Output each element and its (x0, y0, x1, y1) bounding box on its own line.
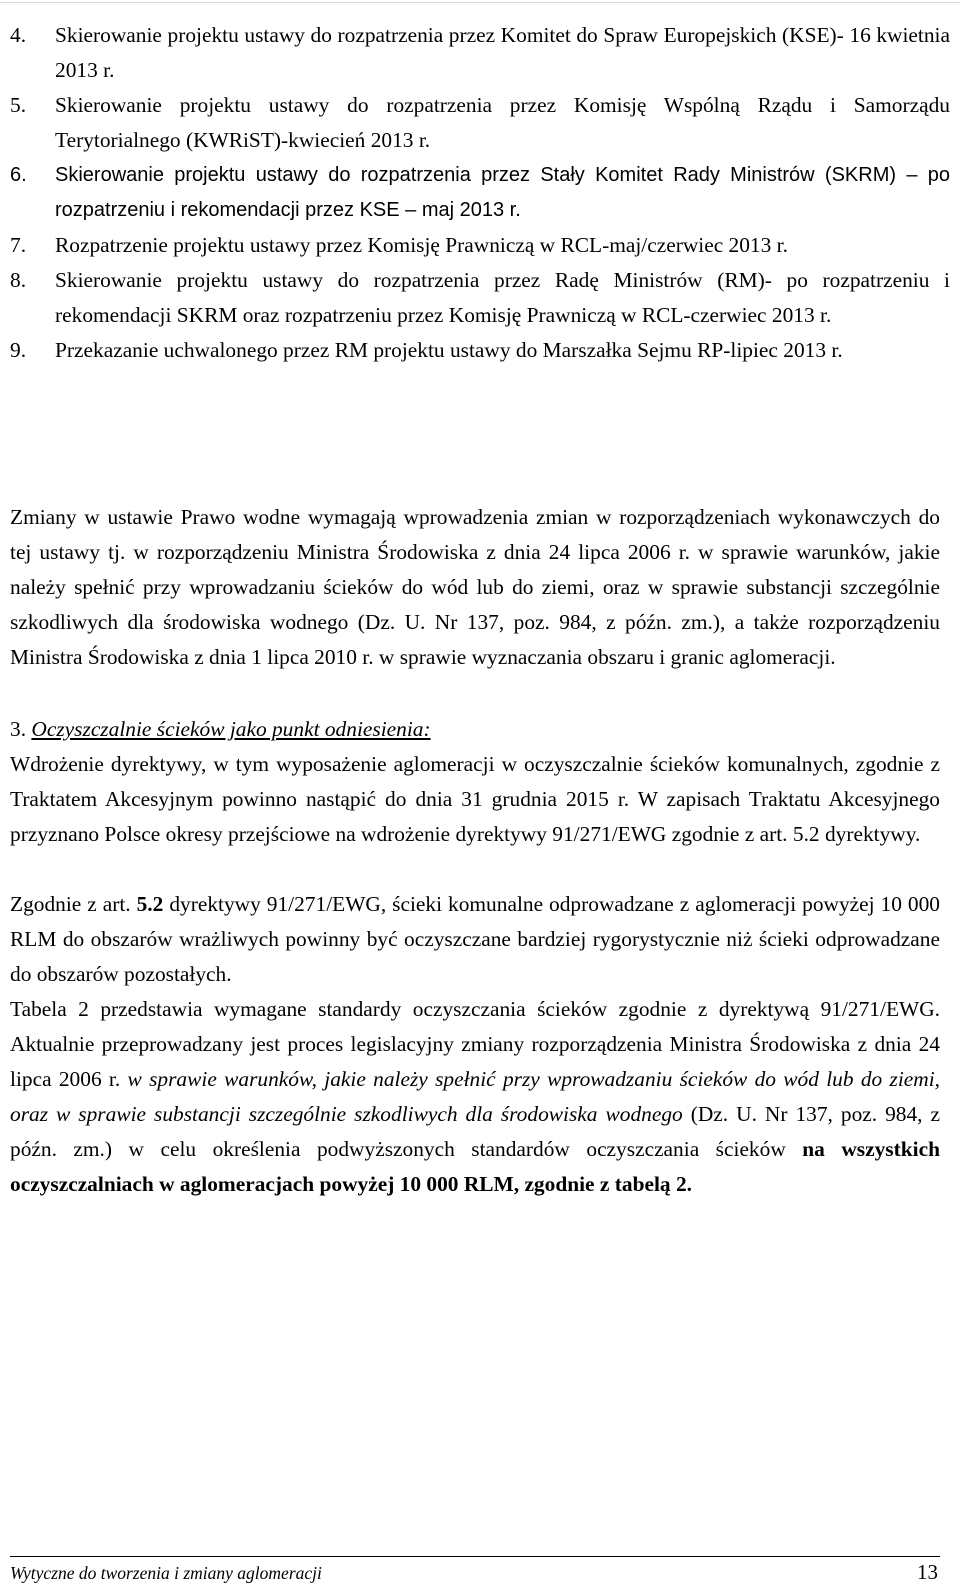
paragraph-table-italic: w sprawie warunków, jakie należy spełnić przy wprowadzaniu ścieków do wód lub do ziemi, oraz w sprawie substancji szczególnie szkodliwych dla środowiska wodnego (10, 1067, 940, 1126)
paragraph-implementation: Wdrożenie dyrektywy, w tym wyposażenie aglomeracji w oczyszczalnie ścieków komunalnych, zgodnie z Traktatem Akcesyjnym powinno nastąpić do dnia 31 grudnia 2015 r. W zapisach Traktatu Akcesyjnego przyznano Polsce okresy przejściowe na wdrożenie dyrektywy 91/271/EWG zgodnie z art. 5.2 dyrektywy. (10, 752, 940, 846)
footer-divider (10, 1556, 940, 1557)
paragraph-article-end: dyrektywy 91/271/EWG, ścieki komunalne odprowadzane z aglomeracji powyżej 10 000 RLM do obszarów wrażliwych powinny być oczyszczane bardziej rygorystycznie niż ścieki odprowadzane do obszarów pozostałych. (10, 892, 941, 986)
paragraph-table-standards (10, 992, 940, 1202)
list-item-number: 8. (10, 268, 27, 292)
list-item (10, 158, 950, 228)
list-item-text: Skierowanie projektu ustawy do rozpatrzenia przez Stały Komitet Rady Ministrów (SKRM) – po rozpatrzeniu i rekomendacji przez KSE – maj 2013 r. (55, 164, 950, 221)
list-item-number: 5. (10, 93, 27, 117)
list-item-number: 4. (10, 23, 27, 47)
list-item (10, 228, 950, 263)
paragraph-article-start: Zgodnie z art. (10, 892, 137, 916)
section-heading (10, 712, 431, 747)
list-item (10, 333, 950, 368)
section-number: 3. (10, 717, 27, 741)
procedure-steps-list (10, 18, 950, 368)
list-item-text: Skierowanie projektu ustawy do rozpatrzenia przez Radę Ministrów (RM)- po rozpatrzeniu i rekomendacji SKRM oraz rozpatrzeniu przez Komisję Prawniczą w RCL-czerwiec 2013 r. (55, 268, 950, 327)
paragraph-table-middle: (Dz. U. Nr 137, poz. 984, z późn. zm.) w celu określenia podwyższonych standardów oczyszczania ścieków (10, 1102, 941, 1161)
section-title-colon: : (423, 717, 431, 741)
paragraph-article-bold: 5.2 (136, 892, 164, 916)
list-item-text: Skierowanie projektu ustawy do rozpatrzenia przez Komitet do Spraw Europejskich (KSE)- 16 kwietnia 2013 r. (55, 23, 950, 82)
paragraph-table-bold: na wszystkich oczyszczalniach w aglomeracjach powyżej 10 000 RLM, zgodnie z tabelą 2. (10, 1137, 940, 1196)
paragraph-table-start: Tabela 2 przedstawia wymagane standardy oczyszczania ścieków zgodnie z dyrektywą 91/271/EWG. Aktualnie przeprowadzany jest proces legislacyjny zmiany rozporządzenia Ministra Środowiska z dnia 24 lipca 2006 r. (10, 997, 940, 1091)
list-item-number: 6. (10, 164, 27, 186)
footer-title: Wytyczne do tworzenia i zmiany aglomeracji (10, 1563, 322, 1583)
list-item-text: Przekazanie uchwalonego przez RM projektu ustawy do Marszałka Sejmu RP-lipiec 2013 r. (55, 338, 843, 362)
list-item-number: 9. (10, 338, 27, 362)
list-item-text: Rozpatrzenie projektu ustawy przez Komisję Prawniczą w RCL-maj/czerwiec 2013 r. (55, 233, 788, 257)
list-item-text: Skierowanie projektu ustawy do rozpatrzenia przez Komisję Wspólną Rządu i Samorządu Terytorialnego (KWRiST)-kwiecień 2013 r. (55, 93, 950, 152)
paragraph-article (10, 887, 940, 992)
page-number: 13 (917, 1560, 938, 1584)
list-item (10, 263, 950, 333)
list-item-number: 7. (10, 233, 27, 257)
list-item (10, 18, 950, 88)
paragraph-regulation-changes: Zmiany w ustawie Prawo wodne wymagają wprowadzenia zmian w rozporządzeniach wykonawczych do tej ustawy tj. w rozporządzeniu Ministra Środowiska z dnia 24 lipca 2006 r. w sprawie warunków, jakie należy spełnić przy wprowadzaniu ścieków do wód lub do ziemi, oraz w sprawie substancji szczególnie szkodliwych dla środowiska wodnego (Dz. U. Nr 137, poz. 984, z późn. zm.), a także rozporządzeniu Ministra Środowiska z dnia 1 lipca 2010 r. w sprawie wyznaczania obszaru i granic aglomeracji. (10, 505, 940, 669)
section-title: Oczyszczalnie ścieków jako punkt odniesienia (31, 717, 424, 741)
list-item (10, 88, 950, 158)
top-border (0, 2, 960, 3)
